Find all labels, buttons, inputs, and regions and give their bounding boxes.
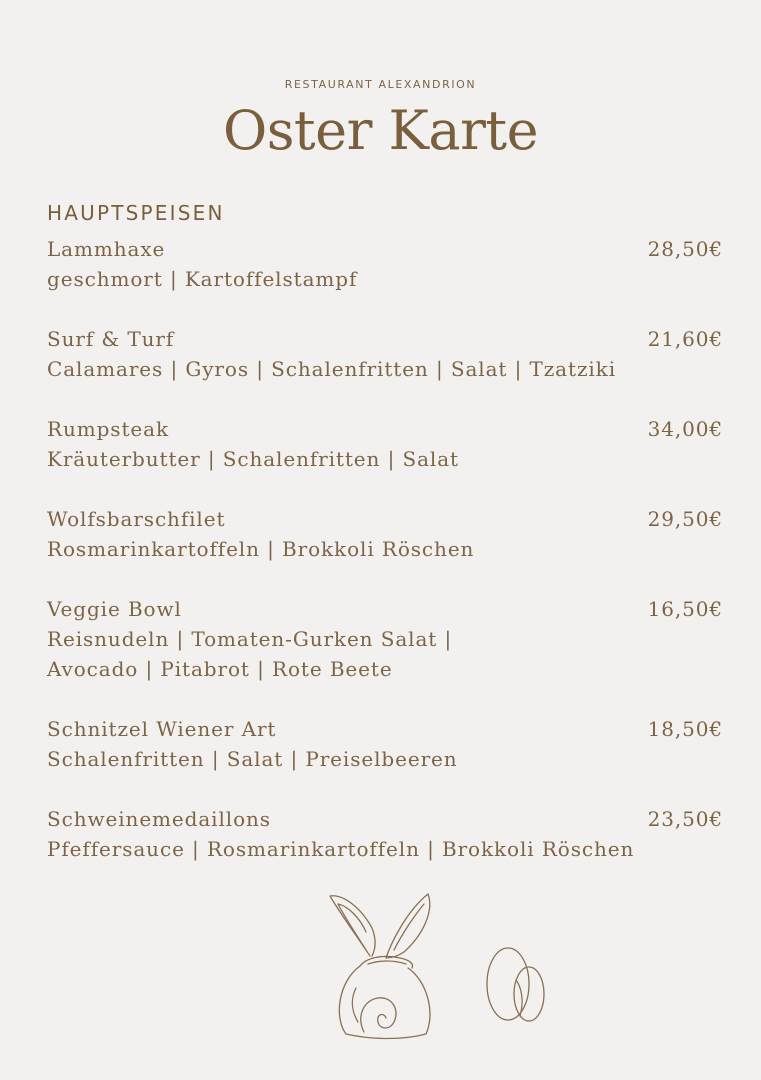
menu-item [47, 324, 723, 384]
item-description: Rosmarinkartoffeln | Brokkoli Röschen [47, 537, 475, 561]
restaurant-name: RESTAURANT ALEXANDRION [284, 78, 477, 91]
item-name: Surf & Turf [47, 327, 175, 351]
menu-item [47, 714, 723, 774]
menu-item [47, 504, 723, 564]
item-name: Schweinemedaillons [47, 807, 271, 831]
menu-item [47, 414, 723, 474]
item-description: Reisnudeln | Tomaten-Gurken Salat | [47, 627, 453, 651]
item-name: Rumpsteak [47, 417, 169, 441]
section-title: HAUPTSPEISEN [47, 201, 225, 225]
easter-bunny-icon [330, 894, 430, 1039]
page-title: Oster Karte [222, 99, 539, 162]
menu-item [47, 804, 723, 864]
item-name: Lammhaxe [47, 237, 166, 261]
item-price: 21,60€ [647, 327, 723, 351]
item-name: Wolfsbarschfilet [47, 507, 226, 531]
item-description: Schalenfritten | Salat | Preiselbeeren [47, 747, 458, 771]
item-price: 34,00€ [647, 417, 723, 441]
item-price: 16,50€ [647, 597, 723, 621]
menu-item [47, 594, 723, 684]
item-description: Avocado | Pitabrot | Rote Beete [47, 657, 393, 681]
item-price: 23,50€ [647, 807, 723, 831]
menu-item [47, 234, 723, 294]
item-name: Schnitzel Wiener Art [47, 717, 277, 741]
item-price: 18,50€ [647, 717, 723, 741]
item-description: Kräuterbutter | Schalenfritten | Salat [47, 447, 459, 471]
item-name: Veggie Bowl [47, 597, 182, 621]
item-price: 29,50€ [647, 507, 723, 531]
menu-list [47, 234, 723, 894]
item-description: Pfeffersauce | Rosmarinkartoffeln | Brokkoli Röschen [47, 837, 635, 861]
item-description: Calamares | Gyros | Schalenfritten | Salat | Tzatziki [47, 357, 616, 381]
easter-eggs-icon [487, 948, 544, 1021]
item-description: geschmort | Kartoffelstampf [47, 267, 358, 291]
easter-illustration [320, 888, 560, 1048]
item-price: 28,50€ [647, 237, 723, 261]
